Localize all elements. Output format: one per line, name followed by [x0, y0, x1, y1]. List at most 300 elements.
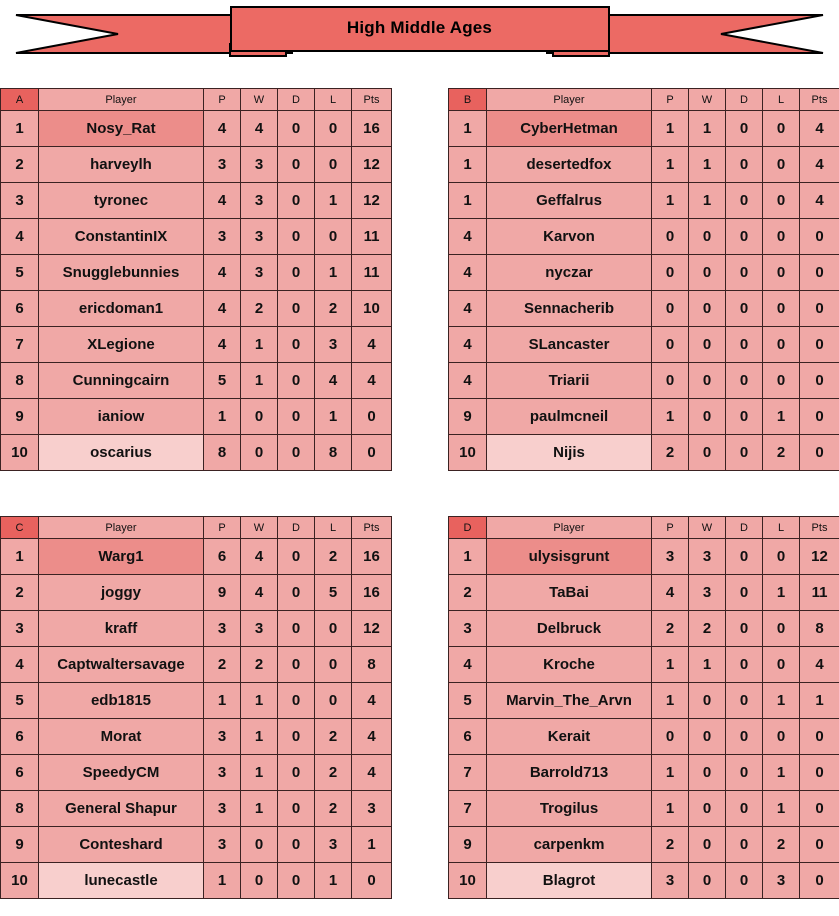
cell-d: 0 — [726, 575, 763, 611]
cell-d: 0 — [278, 255, 315, 291]
table-row[interactable] — [1, 827, 392, 863]
cell-l: 1 — [315, 399, 352, 435]
cell-rank: 4 — [1, 219, 39, 255]
cell-player: Sennacherib — [487, 291, 652, 327]
column-header-l: L — [315, 517, 352, 539]
cell-p: 1 — [652, 755, 689, 791]
cell-pts: 0 — [800, 827, 839, 863]
cell-p: 4 — [204, 111, 241, 147]
cell-p: 3 — [204, 219, 241, 255]
cell-l: 0 — [763, 111, 800, 147]
cell-l: 0 — [763, 147, 800, 183]
cell-l: 2 — [763, 827, 800, 863]
cell-l: 0 — [315, 219, 352, 255]
table-row[interactable] — [1, 575, 392, 611]
table-row[interactable] — [1, 647, 392, 683]
cell-player: edb1815 — [39, 683, 204, 719]
group-label-a: A — [1, 89, 39, 111]
standings-body-d — [449, 539, 839, 899]
cell-pts: 11 — [800, 575, 839, 611]
cell-w: 1 — [241, 719, 278, 755]
cell-rank: 4 — [449, 219, 487, 255]
cell-rank: 4 — [1, 647, 39, 683]
cell-d: 0 — [726, 539, 763, 575]
cell-p: 4 — [204, 255, 241, 291]
cell-rank: 1 — [449, 111, 487, 147]
cell-d: 0 — [278, 791, 315, 827]
cell-player: Kerait — [487, 719, 652, 755]
cell-w: 3 — [241, 611, 278, 647]
cell-d: 0 — [726, 647, 763, 683]
cell-w: 0 — [689, 435, 726, 471]
column-header-player: Player — [487, 517, 652, 539]
title-banner — [0, 0, 839, 72]
cell-p: 0 — [652, 291, 689, 327]
standings-row-top — [0, 88, 839, 471]
cell-player: XLegione — [39, 327, 204, 363]
cell-d: 0 — [726, 111, 763, 147]
cell-l: 2 — [315, 539, 352, 575]
cell-player: desertedfox — [487, 147, 652, 183]
standings-body-c — [1, 539, 392, 899]
cell-p: 1 — [652, 791, 689, 827]
cell-pts: 4 — [352, 327, 392, 363]
cell-d: 0 — [278, 827, 315, 863]
cell-rank: 1 — [449, 147, 487, 183]
cell-pts: 12 — [352, 147, 392, 183]
table-row[interactable] — [449, 539, 839, 575]
cell-w: 0 — [689, 255, 726, 291]
cell-rank: 1 — [449, 183, 487, 219]
cell-pts: 0 — [800, 255, 839, 291]
cell-p: 0 — [652, 219, 689, 255]
cell-p: 2 — [652, 611, 689, 647]
cell-player: Marvin_The_Arvn — [487, 683, 652, 719]
cell-p: 4 — [204, 291, 241, 327]
cell-d: 0 — [278, 863, 315, 899]
column-header-w: W — [241, 517, 278, 539]
table-row[interactable] — [449, 611, 839, 647]
cell-rank: 4 — [449, 255, 487, 291]
cell-d: 0 — [726, 255, 763, 291]
cell-d: 0 — [726, 755, 763, 791]
cell-w: 0 — [689, 755, 726, 791]
cell-pts: 0 — [800, 363, 839, 399]
cell-pts: 0 — [800, 435, 839, 471]
cell-l: 1 — [763, 683, 800, 719]
table-row[interactable] — [1, 435, 392, 471]
cell-player: Warg1 — [39, 539, 204, 575]
cell-rank: 9 — [1, 399, 39, 435]
standings-table-a — [0, 88, 392, 471]
table-row[interactable] — [449, 183, 839, 219]
cell-l: 1 — [763, 791, 800, 827]
cell-p: 3 — [652, 539, 689, 575]
banner-center-plaque — [231, 7, 609, 51]
cell-l: 2 — [763, 435, 800, 471]
cell-p: 0 — [652, 255, 689, 291]
cell-p: 3 — [204, 719, 241, 755]
table-row[interactable] — [449, 719, 839, 755]
column-header-d: D — [278, 517, 315, 539]
table-row[interactable] — [1, 719, 392, 755]
cell-pts: 4 — [352, 363, 392, 399]
table-row[interactable] — [449, 219, 839, 255]
cell-player: ianiow — [39, 399, 204, 435]
cell-rank: 5 — [449, 683, 487, 719]
cell-player: Triarii — [487, 363, 652, 399]
group-block-b — [448, 88, 839, 471]
cell-player: joggy — [39, 575, 204, 611]
cell-rank: 2 — [449, 575, 487, 611]
cell-rank: 1 — [1, 111, 39, 147]
cell-player: lunecastle — [39, 863, 204, 899]
cell-d: 0 — [278, 719, 315, 755]
cell-player: SpeedyCM — [39, 755, 204, 791]
table-row[interactable] — [449, 755, 839, 791]
cell-rank: 7 — [449, 755, 487, 791]
column-header-player: Player — [39, 517, 204, 539]
page-title: High Middle Ages — [346, 18, 493, 37]
cell-d: 0 — [726, 147, 763, 183]
cell-l: 8 — [315, 435, 352, 471]
column-header-pts: Pts — [800, 517, 839, 539]
cell-p: 1 — [652, 111, 689, 147]
cell-pts: 0 — [800, 219, 839, 255]
cell-d: 0 — [726, 399, 763, 435]
cell-pts: 11 — [352, 255, 392, 291]
cell-rank: 4 — [449, 363, 487, 399]
table-row[interactable] — [1, 399, 392, 435]
table-row[interactable] — [1, 183, 392, 219]
table-header-row — [1, 89, 392, 111]
cell-w: 3 — [689, 575, 726, 611]
cell-d: 0 — [726, 363, 763, 399]
cell-pts: 16 — [352, 539, 392, 575]
cell-d: 0 — [726, 219, 763, 255]
section-spacer — [0, 471, 839, 516]
cell-d: 0 — [726, 435, 763, 471]
cell-d: 0 — [278, 755, 315, 791]
cell-p: 4 — [204, 183, 241, 219]
table-row[interactable] — [1, 255, 392, 291]
cell-w: 1 — [241, 791, 278, 827]
table-row[interactable] — [449, 683, 839, 719]
cell-p: 1 — [204, 399, 241, 435]
cell-w: 1 — [689, 111, 726, 147]
cell-rank: 7 — [449, 791, 487, 827]
cell-player: Cunningcairn — [39, 363, 204, 399]
cell-rank: 1 — [449, 539, 487, 575]
cell-l: 1 — [763, 575, 800, 611]
cell-d: 0 — [278, 647, 315, 683]
group-block-a — [0, 88, 391, 471]
cell-rank: 2 — [1, 575, 39, 611]
cell-player: ericdoman1 — [39, 291, 204, 327]
cell-rank: 10 — [449, 863, 487, 899]
cell-p: 0 — [652, 363, 689, 399]
cell-player: Nosy_Rat — [39, 111, 204, 147]
cell-pts: 4 — [352, 719, 392, 755]
cell-rank: 6 — [1, 755, 39, 791]
group-block-d — [448, 516, 839, 899]
cell-player: Conteshard — [39, 827, 204, 863]
standings-grid — [0, 88, 839, 899]
cell-w: 0 — [689, 863, 726, 899]
cell-p: 2 — [652, 435, 689, 471]
cell-player: Kroche — [487, 647, 652, 683]
column-header-p: P — [204, 517, 241, 539]
group-label-b: B — [449, 89, 487, 111]
cell-w: 0 — [689, 719, 726, 755]
cell-d: 0 — [726, 291, 763, 327]
cell-player: TaBai — [487, 575, 652, 611]
cell-p: 3 — [204, 791, 241, 827]
cell-p: 1 — [204, 863, 241, 899]
cell-d: 0 — [278, 399, 315, 435]
cell-w: 0 — [689, 363, 726, 399]
cell-player: Delbruck — [487, 611, 652, 647]
cell-rank: 3 — [1, 183, 39, 219]
cell-p: 1 — [652, 399, 689, 435]
cell-d: 0 — [726, 327, 763, 363]
cell-w: 0 — [241, 863, 278, 899]
table-row[interactable] — [449, 399, 839, 435]
cell-player: Trogilus — [487, 791, 652, 827]
table-row[interactable] — [449, 827, 839, 863]
cell-l: 4 — [315, 363, 352, 399]
cell-player: Karvon — [487, 219, 652, 255]
cell-l: 0 — [763, 539, 800, 575]
cell-w: 1 — [241, 327, 278, 363]
cell-w: 0 — [689, 683, 726, 719]
cell-player: Captwaltersavage — [39, 647, 204, 683]
table-row[interactable] — [449, 435, 839, 471]
cell-w: 1 — [241, 755, 278, 791]
cell-l: 3 — [315, 327, 352, 363]
column-header-pts: Pts — [352, 517, 392, 539]
cell-w: 1 — [689, 647, 726, 683]
table-row[interactable] — [1, 147, 392, 183]
cell-l: 1 — [315, 255, 352, 291]
cell-l: 0 — [763, 363, 800, 399]
cell-pts: 4 — [800, 647, 839, 683]
standings-table-d — [448, 516, 839, 899]
cell-p: 1 — [652, 183, 689, 219]
cell-player: harveylh — [39, 147, 204, 183]
table-header-row — [449, 517, 839, 539]
cell-w: 0 — [241, 827, 278, 863]
table-row[interactable] — [1, 291, 392, 327]
cell-pts: 4 — [800, 147, 839, 183]
cell-rank: 6 — [449, 719, 487, 755]
cell-player: Snugglebunnies — [39, 255, 204, 291]
cell-rank: 5 — [1, 255, 39, 291]
column-header-player: Player — [487, 89, 652, 111]
cell-p: 2 — [204, 647, 241, 683]
cell-player: Nijis — [487, 435, 652, 471]
cell-w: 1 — [689, 147, 726, 183]
table-row[interactable] — [449, 291, 839, 327]
cell-l: 2 — [315, 719, 352, 755]
cell-d: 0 — [278, 219, 315, 255]
table-row[interactable] — [1, 111, 392, 147]
cell-d: 0 — [278, 435, 315, 471]
table-row[interactable] — [449, 791, 839, 827]
cell-l: 0 — [763, 647, 800, 683]
cell-d: 0 — [278, 147, 315, 183]
standings-table-c — [0, 516, 392, 899]
table-row[interactable] — [1, 611, 392, 647]
cell-rank: 10 — [1, 435, 39, 471]
cell-rank: 8 — [1, 363, 39, 399]
cell-player: Morat — [39, 719, 204, 755]
table-row[interactable] — [1, 755, 392, 791]
cell-p: 1 — [652, 683, 689, 719]
cell-player: CyberHetman — [487, 111, 652, 147]
cell-p: 1 — [652, 147, 689, 183]
cell-d: 0 — [278, 539, 315, 575]
cell-w: 0 — [689, 291, 726, 327]
cell-d: 0 — [726, 719, 763, 755]
cell-pts: 16 — [352, 575, 392, 611]
cell-player: tyronec — [39, 183, 204, 219]
cell-rank: 6 — [1, 719, 39, 755]
cell-rank: 5 — [1, 683, 39, 719]
cell-p: 3 — [204, 147, 241, 183]
cell-l: 0 — [315, 647, 352, 683]
cell-d: 0 — [278, 363, 315, 399]
cell-l: 0 — [763, 719, 800, 755]
cell-p: 5 — [204, 363, 241, 399]
table-row[interactable] — [449, 575, 839, 611]
cell-w: 1 — [689, 183, 726, 219]
table-row[interactable] — [449, 111, 839, 147]
cell-w: 0 — [241, 399, 278, 435]
cell-player: carpenkm — [487, 827, 652, 863]
cell-l: 0 — [315, 111, 352, 147]
cell-p: 3 — [204, 755, 241, 791]
cell-pts: 3 — [352, 791, 392, 827]
cell-p: 9 — [204, 575, 241, 611]
cell-p: 1 — [204, 683, 241, 719]
cell-pts: 0 — [800, 791, 839, 827]
cell-rank: 9 — [449, 827, 487, 863]
cell-l: 0 — [315, 147, 352, 183]
cell-w: 1 — [241, 363, 278, 399]
cell-d: 0 — [278, 575, 315, 611]
cell-pts: 0 — [800, 755, 839, 791]
cell-pts: 8 — [352, 647, 392, 683]
table-row[interactable] — [449, 647, 839, 683]
table-row[interactable] — [1, 863, 392, 899]
cell-pts: 10 — [352, 291, 392, 327]
table-row[interactable] — [1, 219, 392, 255]
cell-pts: 0 — [352, 863, 392, 899]
cell-p: 3 — [652, 863, 689, 899]
cell-player: Blagrot — [487, 863, 652, 899]
cell-l: 2 — [315, 755, 352, 791]
cell-rank: 6 — [1, 291, 39, 327]
cell-l: 3 — [315, 827, 352, 863]
cell-player: oscarius — [39, 435, 204, 471]
cell-player: Geffalrus — [487, 183, 652, 219]
cell-l: 0 — [315, 611, 352, 647]
cell-rank: 4 — [449, 291, 487, 327]
column-header-l: L — [315, 89, 352, 111]
cell-l: 0 — [763, 611, 800, 647]
cell-player: SLancaster — [487, 327, 652, 363]
cell-pts: 0 — [352, 435, 392, 471]
cell-w: 3 — [241, 147, 278, 183]
cell-w: 0 — [689, 827, 726, 863]
table-row[interactable] — [449, 255, 839, 291]
cell-w: 3 — [241, 255, 278, 291]
table-row[interactable] — [1, 791, 392, 827]
table-row[interactable] — [449, 147, 839, 183]
cell-l: 1 — [315, 863, 352, 899]
cell-p: 3 — [204, 611, 241, 647]
cell-l: 1 — [763, 399, 800, 435]
cell-w: 2 — [241, 291, 278, 327]
table-row[interactable] — [1, 363, 392, 399]
table-row[interactable] — [1, 539, 392, 575]
table-row[interactable] — [449, 327, 839, 363]
cell-rank: 9 — [449, 399, 487, 435]
column-header-w: W — [241, 89, 278, 111]
cell-d: 0 — [278, 183, 315, 219]
cell-w: 2 — [689, 611, 726, 647]
column-header-d: D — [726, 89, 763, 111]
cell-p: 3 — [204, 827, 241, 863]
cell-player: kraff — [39, 611, 204, 647]
cell-rank: 7 — [1, 327, 39, 363]
table-row[interactable] — [1, 683, 392, 719]
cell-l: 1 — [763, 755, 800, 791]
cell-d: 0 — [278, 291, 315, 327]
cell-player: Barrold713 — [487, 755, 652, 791]
cell-l: 0 — [763, 219, 800, 255]
cell-pts: 12 — [352, 183, 392, 219]
cell-w: 3 — [241, 183, 278, 219]
cell-pts: 4 — [352, 683, 392, 719]
cell-rank: 4 — [449, 647, 487, 683]
column-header-d: D — [726, 517, 763, 539]
cell-player: paulmcneil — [487, 399, 652, 435]
cell-rank: 4 — [449, 327, 487, 363]
cell-rank: 3 — [1, 611, 39, 647]
group-label-c: C — [1, 517, 39, 539]
cell-l: 5 — [315, 575, 352, 611]
cell-l: 2 — [315, 291, 352, 327]
group-label-d: D — [449, 517, 487, 539]
cell-d: 0 — [726, 827, 763, 863]
column-header-d: D — [278, 89, 315, 111]
banner-ribbon-graphic — [0, 0, 839, 72]
table-row[interactable] — [449, 863, 839, 899]
cell-pts: 12 — [352, 611, 392, 647]
cell-player: nyczar — [487, 255, 652, 291]
cell-l: 2 — [315, 791, 352, 827]
cell-l: 3 — [763, 863, 800, 899]
cell-d: 0 — [278, 327, 315, 363]
cell-player: General Shapur — [39, 791, 204, 827]
table-row[interactable] — [1, 327, 392, 363]
column-header-pts: Pts — [352, 89, 392, 111]
table-row[interactable] — [449, 363, 839, 399]
column-header-p: P — [652, 89, 689, 111]
cell-p: 2 — [652, 827, 689, 863]
